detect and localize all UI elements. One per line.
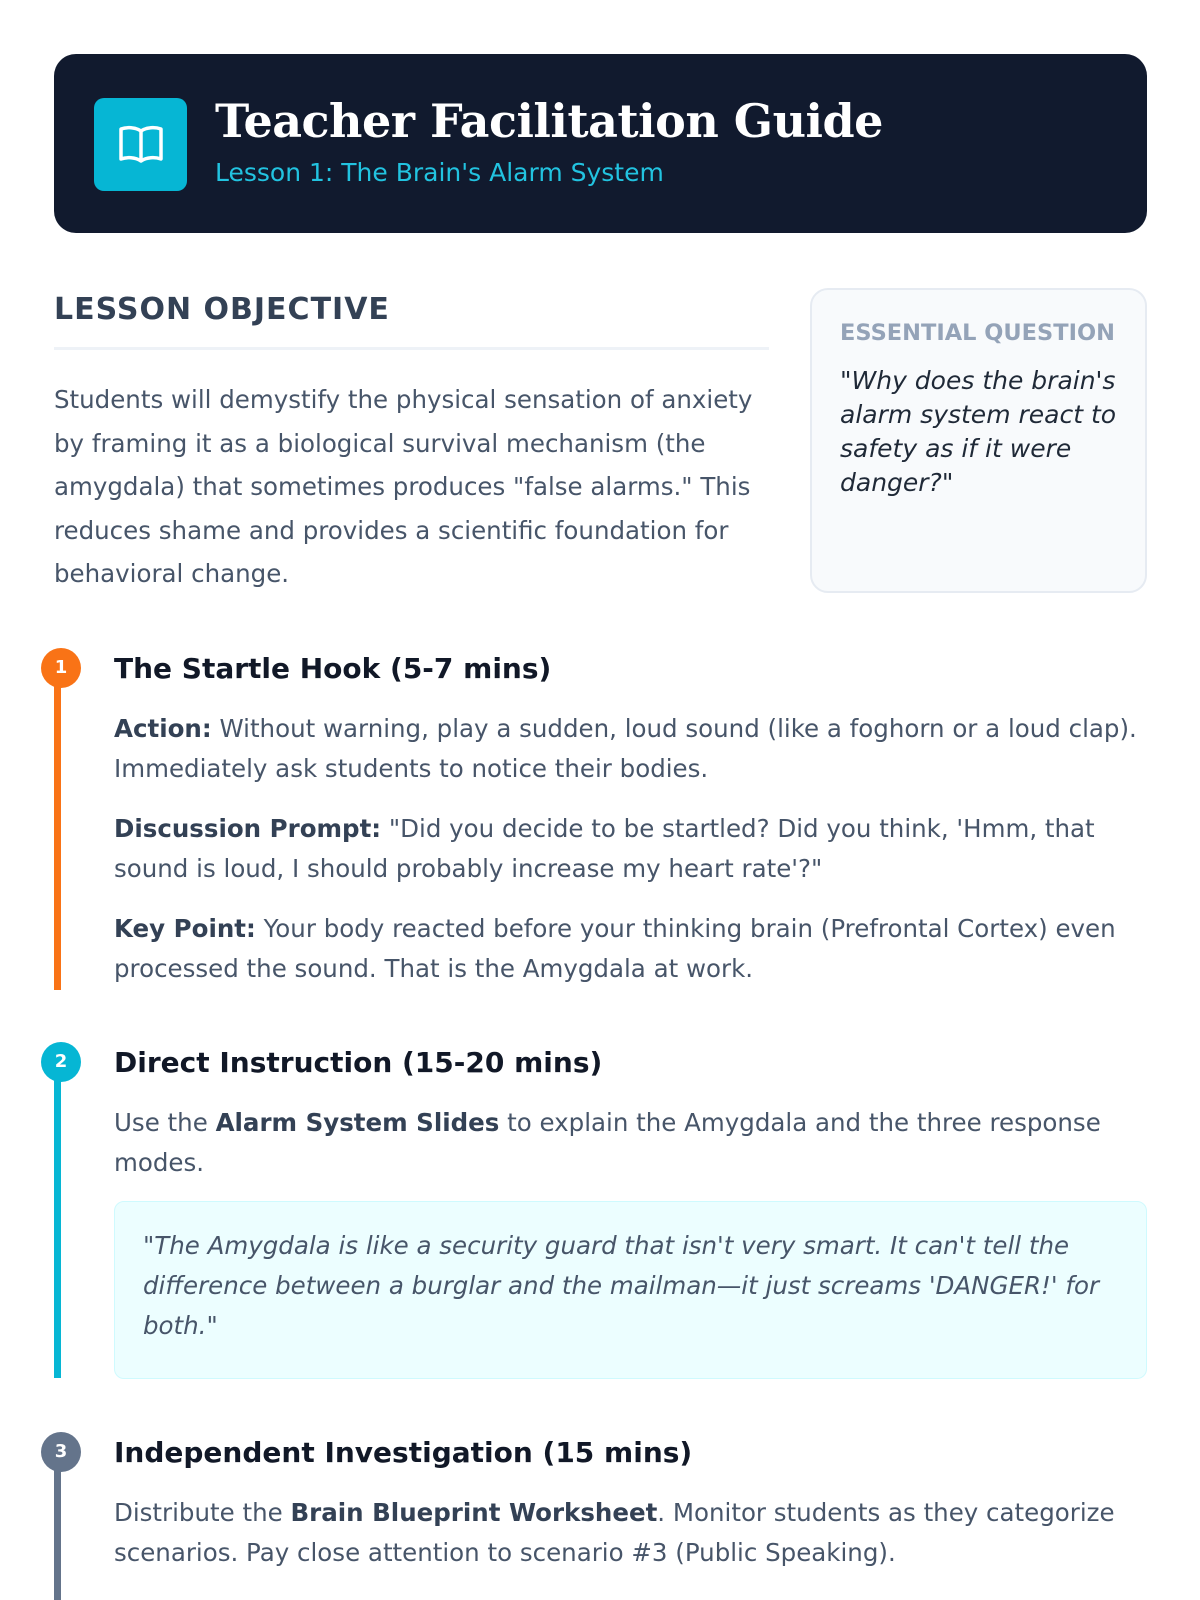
step-3-intro-bold: Brain Blueprint Worksheet — [290, 1498, 658, 1527]
step-2-intro-before: Use the — [114, 1108, 216, 1137]
step-3-intro — [114, 1493, 1144, 1573]
divider — [54, 347, 769, 350]
lesson-objective-text: Students will demystify the physical sensation of anxiety by framing it as a biological survival mechanism (the amygdala) that sometimes produces "false alarms." This reduces shame and provides a scientific foundation for behavioral change. — [54, 385, 753, 588]
step-1-prompt-label: Discussion Prompt: — [114, 814, 382, 843]
step-1-timeline — [54, 668, 61, 990]
step-2-timeline — [54, 1062, 61, 1378]
step-2-intro-bold: Alarm System Slides — [215, 1108, 500, 1137]
step-1-action — [114, 709, 1144, 789]
essential-question-label: ESSENTIAL QUESTION — [840, 320, 1115, 346]
step-2-intro — [114, 1103, 1144, 1183]
step-1-title: The Startle Hook (5-7 mins) — [114, 652, 552, 685]
essential-question-card — [810, 288, 1147, 593]
step-3-number: 3 — [41, 1432, 81, 1472]
step-1-number: 1 — [41, 648, 81, 688]
step-2-title: Direct Instruction (15-20 mins) — [114, 1046, 603, 1079]
step-1-prompt-text: "Did you decide to be startled? Did you think, 'Hmm, that sound is loud, I should probably increase my heart rate'?" — [114, 814, 1095, 883]
step-3-intro-after: . Monitor students as they categorize scenarios. Pay close attention to scenario #3 (Public Speaking). — [114, 1498, 1115, 1567]
step-3-intro-before: Distribute the — [114, 1498, 291, 1527]
step-1-action-text: Without warning, play a sudden, loud sound (like a foghorn or a loud clap). Immediately ask students to notice their bodies. — [114, 714, 1137, 783]
step-2-number: 2 — [41, 1042, 81, 1082]
guide-header — [54, 54, 1147, 233]
step-2-quote-box — [114, 1201, 1147, 1379]
page-title: Teacher Facilitation Guide — [215, 94, 883, 148]
page-subtitle: Lesson 1: The Brain's Alarm System — [215, 158, 664, 187]
step-1-key-point-text: Your body reacted before your thinking brain (Prefrontal Cortex) even processed the sound. That is the Amygdala at work. — [114, 914, 1116, 983]
step-1-key-point — [114, 909, 1144, 989]
step-1-action-label: Action: — [114, 714, 212, 743]
step-1-key-point-label: Key Point: — [114, 914, 256, 943]
open-book-icon — [94, 98, 187, 191]
step-3-timeline — [54, 1452, 61, 1600]
step-3-title: Independent Investigation (15 mins) — [114, 1436, 693, 1469]
step-1-discussion-prompt — [114, 809, 1144, 889]
step-2-intro-after: to explain the Amygdala and the three response modes. — [114, 1108, 1101, 1177]
essential-question-text: "Why does the brain's alarm system react to safety as if it were danger?" — [840, 366, 1117, 497]
step-2-quote-text: "The Amygdala is like a security guard that isn't very smart. It can't tell the difference between a burglar and the mailman—it just screams 'DANGER!' for both." — [143, 1231, 1100, 1340]
lesson-objective-heading: LESSON OBJECTIVE — [54, 292, 390, 327]
